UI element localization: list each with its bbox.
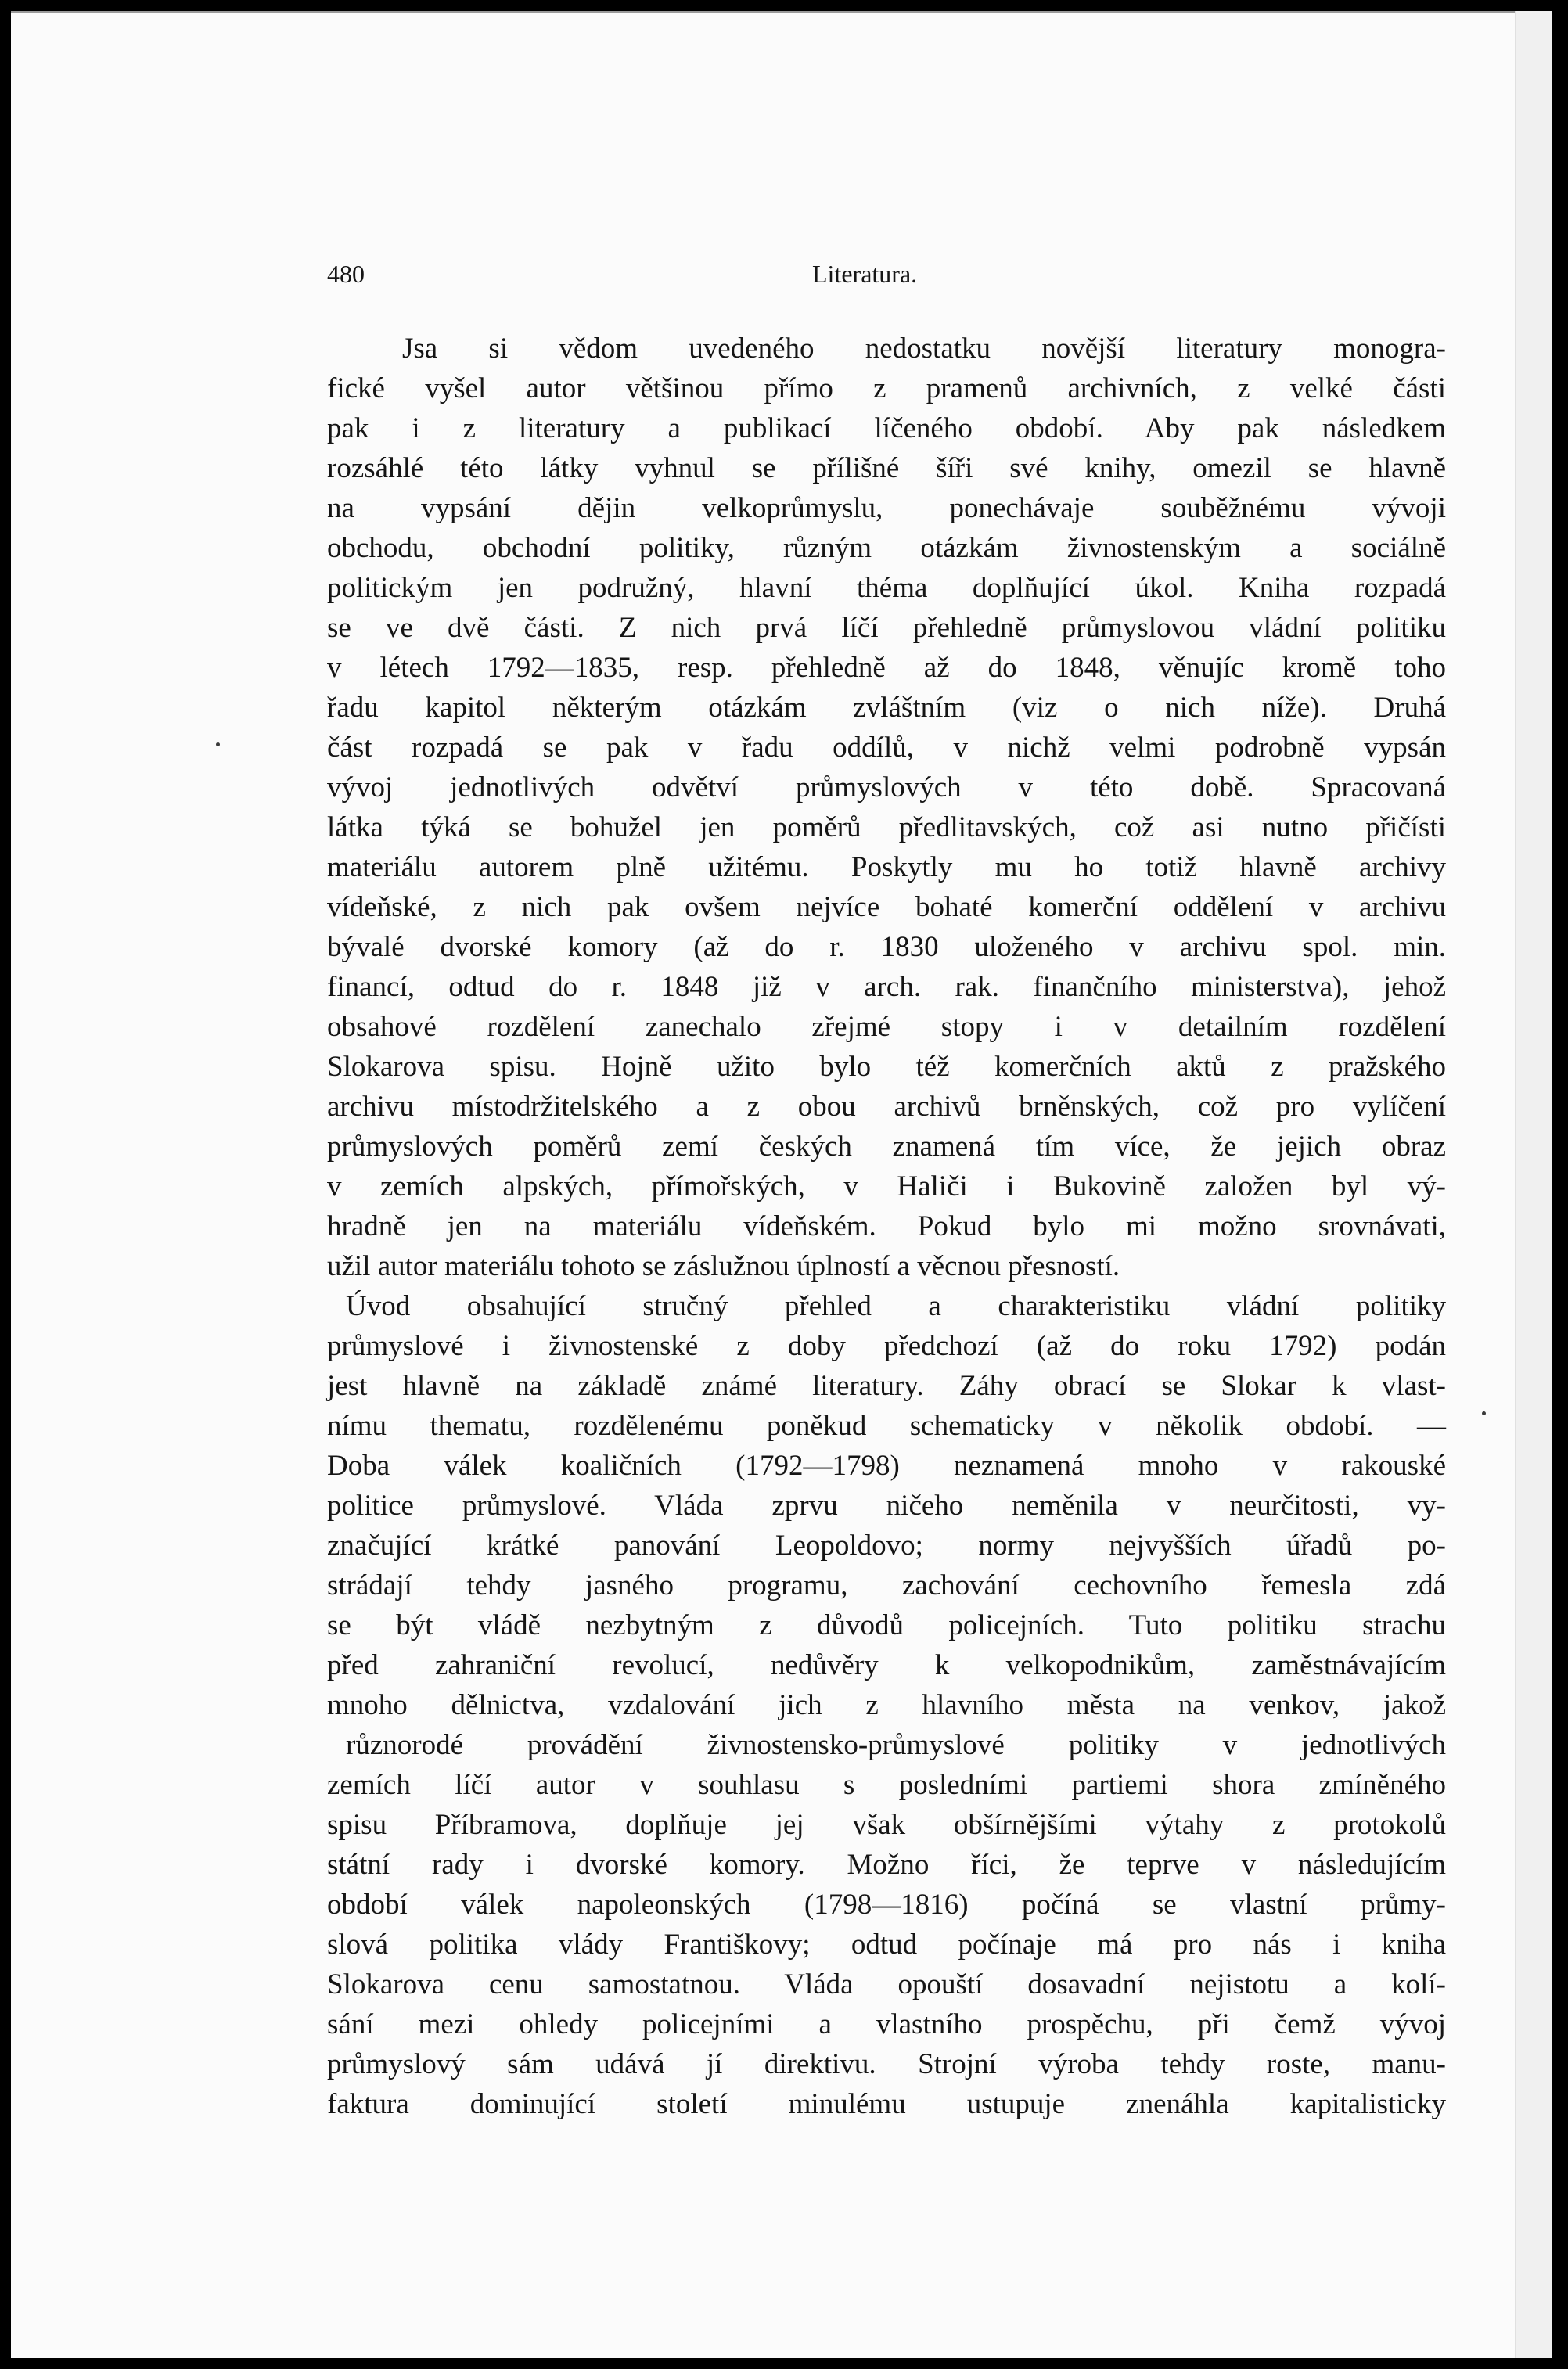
text-line: období válek napoleonských (1798—1816) počíná se vlastní průmy-: [327, 1889, 1446, 1921]
text-line: bývalé dvorské komory (až do r. 1830 uloženého v archivu spol. min.: [327, 931, 1446, 963]
text-line: spisu Příbramova, doplňuje jej však obšírnějšími výtahy z protokolů: [327, 1809, 1446, 1841]
text-line: fické vyšel autor většinou přímo z pramenů archivních, z velké části: [327, 372, 1446, 404]
page-right-edge: [1515, 11, 1552, 2358]
text-line: Slokarova spisu. Hojně užito bylo též komerčních aktů z pražského: [327, 1051, 1446, 1083]
text-line: se ve dvě části. Z nich prvá líčí přehledně průmyslovou vládní politiku: [327, 612, 1446, 644]
text-line: hradně jen na materiálu vídeňském. Pokud bylo mi možno srovnávati,: [327, 1210, 1446, 1242]
text-line: mnoho dělnictva, vzdalování jich z hlavního města na venkov, jakož: [327, 1689, 1446, 1721]
print-speck: [1482, 1411, 1486, 1415]
text-line: před zahraniční revolucí, nedůvěry k velkopodnikům, zaměstnávajícím: [327, 1649, 1446, 1681]
page-header: [327, 260, 1446, 291]
text-line: zemích líčí autor v souhlasu s posledními partiemi shora zmíněného: [327, 1769, 1446, 1801]
text-line: Doba válek koaličních (1792—1798) neznamená mnoho v rakouské: [327, 1450, 1446, 1482]
text-line: strádají tehdy jasného programu, zachování cechovního řemesla zdá: [327, 1569, 1446, 1602]
text-line: řadu kapitol některým otázkám zvláštním (viz o nich níže). Druhá: [327, 692, 1446, 724]
text-line: rozsáhlé této látky vyhnul se přílišné šíři své knihy, omezil se hlavně: [327, 452, 1446, 484]
text-line: se být vládě nezbytným z důvodů policejních. Tuto politiku strachu: [327, 1609, 1446, 1641]
text-line: část rozpadá se pak v řadu oddílů, v nichž velmi podrobně vypsán: [327, 732, 1446, 764]
text-line: pak i z literatury a publikací líčeného období. Aby pak následkem: [327, 412, 1446, 444]
text-line: materiálu autorem plně užitému. Poskytly mu ho totiž hlavně archivy: [327, 851, 1446, 883]
text-line: sání mezi ohledy policejními a vlastního prospěchu, při čemž vývoj: [327, 2008, 1446, 2040]
text-line: látka týká se bohužel jen poměrů předlitavských, což asi nutno přičísti: [327, 811, 1446, 843]
text-line: různorodé provádění živnostensko-průmyslové politiky v jednotlivých: [346, 1729, 1446, 1761]
text-line: na vypsání dějin velkoprůmyslu, ponechávaje souběžnému vývoji: [327, 492, 1446, 524]
text-line: v zemích alpských, přímořských, v Haliči i Bukovině založen byl vý-: [327, 1170, 1446, 1202]
text-line: značující krátké panování Leopoldovo; normy nejvyšších úřadů po-: [327, 1530, 1446, 1562]
text-line: průmyslové i živnostenské z doby předchozí (až do roku 1792) podán: [327, 1330, 1446, 1362]
text-line: průmyslový sám udává jí direktivu. Strojní výroba tehdy roste, manu-: [327, 2048, 1446, 2080]
text-line: průmyslových poměrů zemí českých znamená tím více, že jejich obraz: [327, 1131, 1446, 1163]
text-line: financí, odtud do r. 1848 již v arch. rak. finančního ministerstva), jehož: [327, 971, 1446, 1003]
body-text: [327, 329, 1446, 2124]
text-line: státní rady i dvorské komory. Možno říci, že teprve v následujícím: [327, 1849, 1446, 1881]
text-line: obchodu, obchodní politiky, různým otázkám živnostenským a sociálně: [327, 532, 1446, 564]
text-line: Slokarova cenu samostatnou. Vláda opouští dosavadní nejistotu a kolí-: [327, 1968, 1446, 2001]
text-line: jest hlavně na základě známé literatury. Záhy obrací se Slokar k vlast-: [327, 1370, 1446, 1402]
text-line: archivu místodržitelského a z obou archivů brněnských, což pro vylíčení: [327, 1091, 1446, 1123]
print-speck: [216, 742, 220, 746]
running-title: Literatura.: [812, 260, 918, 288]
text-line: nímu thematu, rozdělenému poněkud schematicky v několik období. —: [327, 1410, 1446, 1442]
text-line: faktura dominující století minulému ustupuje znenáhla kapitalisticky: [327, 2088, 1446, 2120]
text-line: vývoj jednotlivých odvětví průmyslových v této době. Spracovaná: [327, 771, 1446, 803]
text-line: politickým jen podružný, hlavní théma doplňující úkol. Kniha rozpadá: [327, 572, 1446, 604]
text-line: politice průmyslové. Vláda zprvu ničeho neměnila v neurčitosti, vy-: [327, 1490, 1446, 1522]
text-line: užil autor materiálu tohoto se záslužnou úplností a věcnou přesností.: [327, 1250, 1120, 1282]
text-line: v létech 1792—1835, resp. přehledně až do 1848, věnujíc kromě toho: [327, 652, 1446, 684]
page-number: 480: [327, 260, 365, 288]
book-page: [11, 11, 1552, 2358]
text-line: obsahové rozdělení zanechalo zřejmé stopy i v detailním rozdělení: [327, 1011, 1446, 1043]
text-line: vídeňské, z nich pak ovšem nejvíce bohaté komerční oddělení v archivu: [327, 891, 1446, 923]
text-line: Jsa si vědom uvedeného nedostatku novější literatury monogra-: [402, 333, 1446, 365]
text-line: Úvod obsahující stručný přehled a charakteristiku vládní politiky: [346, 1290, 1446, 1322]
text-line: slová politika vlády Františkovy; odtud počínaje má pro nás i kniha: [327, 1929, 1446, 1961]
page-top-edge: [11, 11, 1552, 13]
